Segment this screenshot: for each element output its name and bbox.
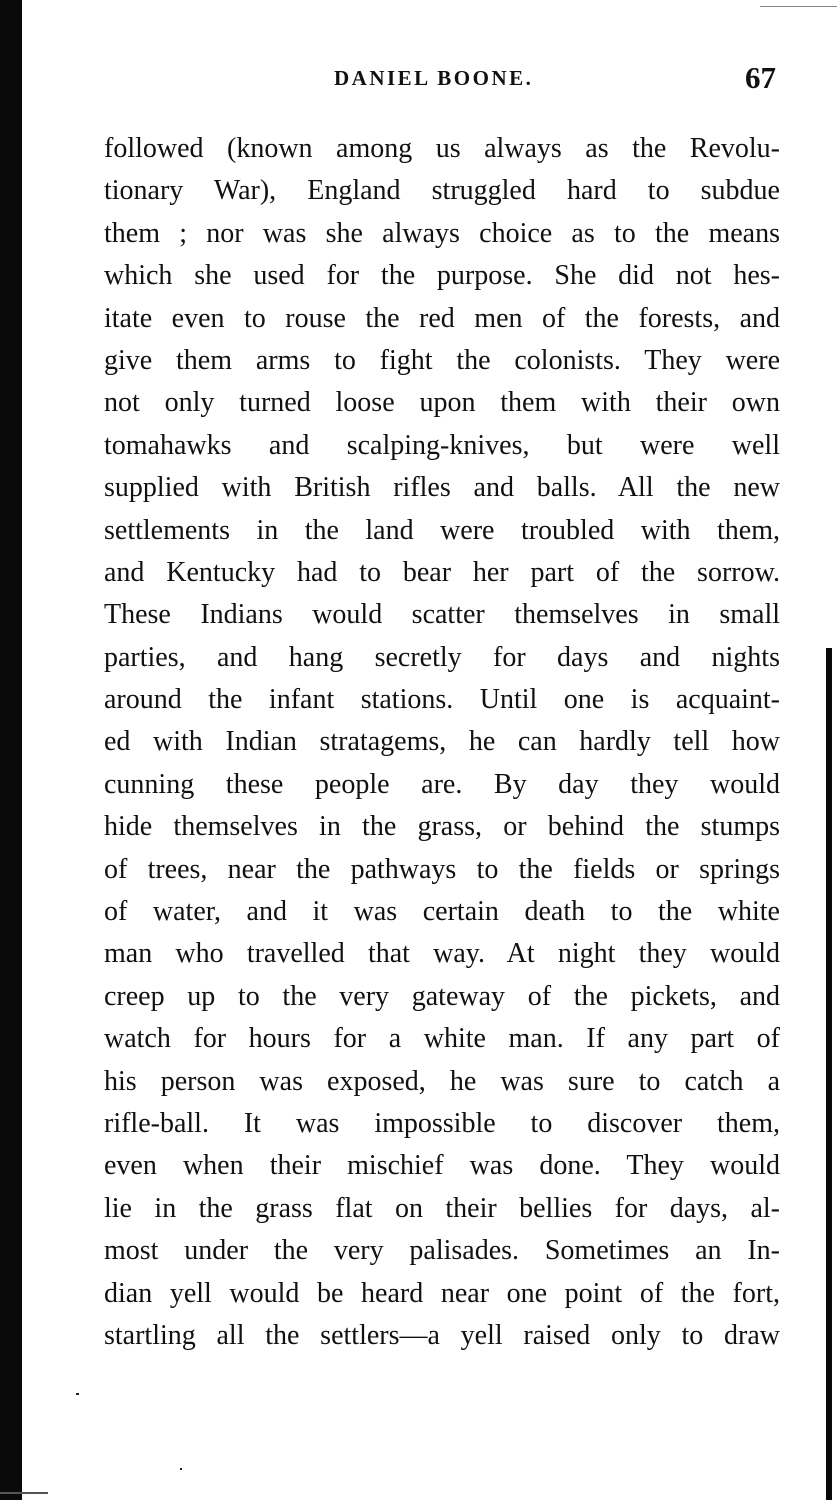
text-line: not only turned loose upon them with their own [104, 387, 780, 419]
text-line: These Indians would scatter themselves in small [104, 599, 780, 631]
text-line: startling all the settlers—a yell raised only to draw [104, 1319, 780, 1351]
text-line: hide themselves in the grass, or behind the stumps [104, 811, 780, 843]
text-line: man who travelled that way. At night they would [104, 938, 780, 970]
text-line: itate even to rouse the red men of the forests, and [104, 302, 780, 334]
scan-page-edge [826, 648, 832, 1500]
text-line: lie in the grass flat on their bellies for days, al- [104, 1192, 780, 1224]
scan-bottom-edge [0, 1492, 48, 1494]
text-line: parties, and hang secretly for days and nights [104, 641, 780, 673]
text-line: followed (known among us always as the Revolu- [104, 133, 780, 164]
text-line: watch for hours for a white man. If any part of [104, 1023, 780, 1055]
text-line: his person was exposed, he was sure to catch a [104, 1065, 780, 1097]
scan-speck [76, 1393, 79, 1395]
body-text [104, 128, 780, 1357]
text-line: around the infant stations. Until one is acquaint- [104, 684, 780, 716]
scan-top-edge [760, 6, 837, 7]
text-line: settlements in the land were troubled with them, [104, 514, 780, 546]
text-line: and Kentucky had to bear her part of the sorrow. [104, 556, 780, 588]
text-line: which she used for the purpose. She did not hes- [104, 260, 780, 292]
scan-speck [180, 1468, 182, 1470]
text-line: them ; nor was she always choice as to the means [104, 217, 780, 249]
text-line: give them arms to fight the colonists. They were [104, 344, 780, 376]
text-line: most under the very palisades. Sometimes an In- [104, 1235, 780, 1267]
page-number: 67 [745, 60, 776, 95]
running-head [104, 62, 780, 98]
text-line: dian yell would be heard near one point of the fort, [104, 1277, 780, 1309]
running-title: DANIEL BOONE. [334, 66, 534, 90]
text-line: rifle-ball. It was impossible to discover them, [104, 1107, 780, 1139]
text-line: of water, and it was certain death to the white [104, 896, 780, 928]
text-line: creep up to the very gateway of the pickets, and [104, 980, 780, 1012]
text-line: tomahawks and scalping-knives, but were well [104, 429, 780, 461]
text-line: of trees, near the pathways to the fields or springs [104, 853, 780, 885]
text-line: ed with Indian stratagems, he can hardly tell how [104, 726, 780, 758]
scan-spine-shadow [0, 0, 22, 1500]
text-line: even when their mischief was done. They would [104, 1150, 780, 1182]
text-line: supplied with British rifles and balls. All the new [104, 472, 780, 504]
text-line: tionary War), England struggled hard to subdue [104, 175, 780, 207]
text-line: cunning these people are. By day they would [104, 768, 780, 800]
